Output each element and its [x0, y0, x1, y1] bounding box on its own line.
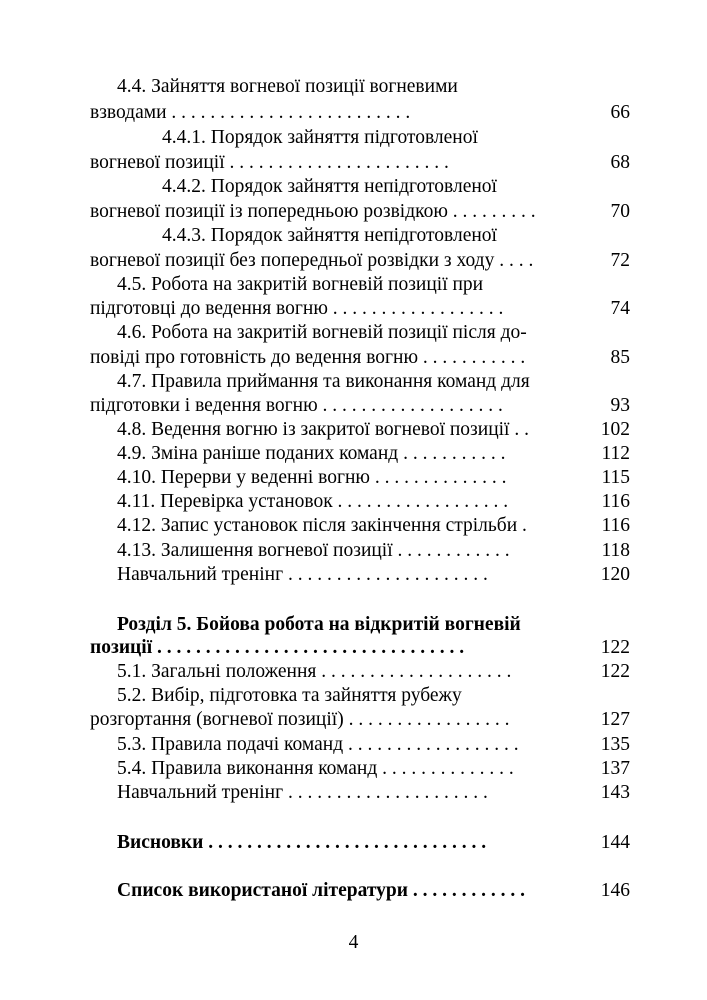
toc-page-number: 118	[601, 540, 630, 561]
toc-page-number: 116	[601, 515, 630, 536]
toc-page-number: 143	[600, 782, 630, 803]
toc-entry-text: 4.9. Зміна раніше поданих команд . . . . . . . . . . .	[117, 443, 506, 464]
toc-entry-text: 4.11. Перевірка установок . . . . . . . . . . . . . . . . . .	[117, 491, 509, 512]
toc-line	[90, 635, 630, 661]
toc-line	[90, 707, 630, 733]
toc-line	[90, 465, 630, 491]
toc-entry-text: 5.2. Вибір, підготовка та зайняття рубежу	[117, 685, 462, 706]
toc-entry-text: підготовці до ведення вогню . . . . . . . . . . . . . . . . . .	[90, 298, 504, 319]
toc-line	[90, 683, 630, 709]
toc-page-number: 72	[610, 250, 630, 271]
toc-entry-text: Навчальний тренінг . . . . . . . . . . . . . . . . . . . . .	[117, 564, 488, 585]
toc-page-number: 115	[601, 467, 630, 488]
toc-line	[90, 150, 630, 176]
toc-line	[90, 320, 630, 346]
toc-entry-text: вогневої позиції із попередньою розвідкою . . . . . . . . .	[90, 201, 536, 222]
toc-page-number: 112	[601, 443, 630, 464]
toc-line	[90, 199, 630, 225]
toc-page-number: 93	[610, 395, 630, 416]
toc-page-number: 68	[610, 152, 630, 173]
toc-entry-text: 4.8. Ведення вогню із закритої вогневої позиції . .	[117, 419, 529, 440]
toc-line	[90, 74, 630, 100]
toc-line	[90, 296, 630, 322]
toc-line	[90, 272, 630, 298]
toc-entry-text: 4.4.1. Порядок зайняття підготовленої	[162, 127, 478, 148]
toc-entry-text: Навчальний тренінг . . . . . . . . . . . . . . . . . . . . .	[117, 782, 488, 803]
toc-line	[90, 489, 630, 515]
toc-entry-text: взводами . . . . . . . . . . . . . . . . . . . . . . . . .	[90, 102, 411, 123]
toc-entry-text: 4.7. Правила приймання та виконання команд для	[117, 371, 530, 392]
toc-page-number: 127	[600, 709, 630, 730]
toc-line	[90, 513, 630, 539]
toc-page-number: 74	[610, 298, 630, 319]
toc-entry-text: 4.12. Запис установок після закінчення стрільби .	[117, 515, 527, 536]
toc-line	[90, 732, 630, 758]
toc-line	[90, 345, 630, 371]
toc-page-number: 122	[600, 661, 630, 682]
toc-line	[90, 248, 630, 274]
toc-page-number: 120	[600, 564, 630, 585]
toc-entry-text: підготовки і ведення вогню . . . . . . . . . . . . . . . . . . .	[90, 395, 503, 416]
toc-line	[90, 100, 630, 126]
toc-line	[90, 756, 630, 782]
toc-line	[90, 393, 630, 419]
toc-page-number: 70	[610, 201, 630, 222]
toc-line	[90, 659, 630, 685]
toc-section-heading: Розділ 5. Бойова робота на відкритій вогневій	[117, 614, 521, 635]
toc-page-number: 144	[600, 832, 630, 853]
page-footer-number: 4	[348, 932, 359, 953]
toc-line	[90, 441, 630, 467]
toc-line	[90, 562, 630, 588]
toc-page-number: 137	[600, 758, 630, 779]
toc-entry-text: 4.10. Перерви у веденні вогню . . . . . . . . . . . . . .	[117, 467, 507, 488]
toc-entry-text: 4.4.2. Порядок зайняття непідготовленої	[162, 176, 497, 197]
toc-entry-text: 5.1. Загальні положення . . . . . . . . . . . . . . . . . . . .	[117, 661, 512, 682]
toc-page-number: 146	[600, 880, 630, 901]
toc-line	[90, 538, 630, 564]
toc-entry-text: 4.6. Робота на закритій вогневій позиції після до-	[117, 322, 527, 343]
toc-line	[90, 780, 630, 806]
toc-entry-text: Список використаної літератури . . . . . . . . . . . .	[117, 880, 525, 901]
toc-line	[90, 417, 630, 443]
toc-entry-text: 5.3. Правила подачі команд . . . . . . . . . . . . . . . . . .	[117, 734, 519, 755]
toc-page-number: 122	[600, 637, 630, 658]
toc-line	[90, 878, 630, 904]
toc-page-number: 66	[610, 102, 630, 123]
toc-line	[90, 223, 630, 249]
toc-entry-text: повіді про готовність до ведення вогню . . . . . . . . . . .	[90, 347, 526, 368]
toc-entry-text: позиції . . . . . . . . . . . . . . . . . . . . . . . . . . . . . . . .	[90, 637, 465, 658]
toc-entry-text: 4.5. Робота на закритій вогневій позиції при	[117, 274, 484, 295]
toc-line	[90, 174, 630, 200]
toc-entry-text: розгортання (вогневої позиції) . . . . . . . . . . . . . . . . .	[90, 709, 510, 730]
toc-entry-text: 4.4. Зайняття вогневої позиції вогневими	[117, 76, 458, 97]
toc-entry-text: 5.4. Правила виконання команд . . . . . . . . . . . . . .	[117, 758, 514, 779]
toc-page-number: 135	[600, 734, 630, 755]
toc-line	[90, 125, 630, 151]
toc-line	[90, 369, 630, 395]
toc-page-number: 116	[601, 491, 630, 512]
toc-entry-text: Висновки . . . . . . . . . . . . . . . . . . . . . . . . . . . . .	[117, 832, 487, 853]
toc-entry-text: вогневої позиції . . . . . . . . . . . . . . . . . . . . . . .	[90, 152, 449, 173]
toc-entry-text: 4.13. Залишення вогневої позиції . . . . . . . . . . . .	[117, 540, 510, 561]
toc-page-number: 102	[600, 419, 630, 440]
toc-line	[90, 830, 630, 856]
toc-page-number: 85	[610, 347, 630, 368]
toc-entry-text: вогневої позиції без попередньої розвідки з ходу . . . .	[90, 250, 534, 271]
toc-entry-text: 4.4.3. Порядок зайняття непідготовленої	[162, 225, 497, 246]
